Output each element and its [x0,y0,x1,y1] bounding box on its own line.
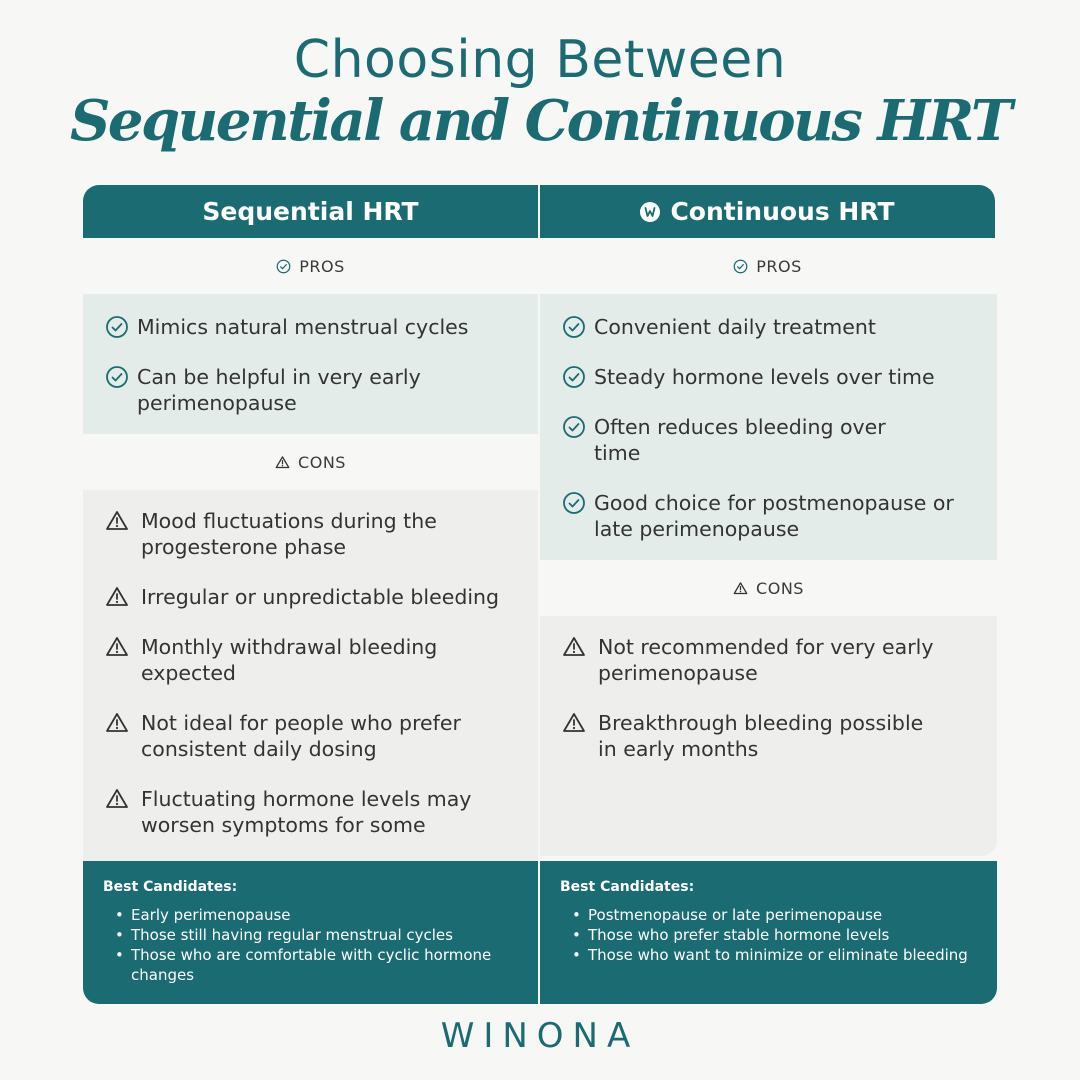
continuous-header-label: Continuous HRT [670,197,895,226]
con-text: Mood fluctuations during the progesterone phase [141,509,437,559]
list-item [105,786,478,838]
warning-triangle-icon [105,787,129,811]
sequential-candidates-panel [83,861,538,1004]
list-item: • Those who want to minimize or eliminate bleeding [572,945,977,965]
page-title-line-1: Choosing Between [293,30,787,90]
list-item [105,584,518,610]
page-title-line-2: Sequential and Continuous HRT [69,88,1011,154]
candidates-list [560,905,977,965]
check-circle-icon [276,259,291,274]
con-text: Breakthrough bleeding possible in early months [598,711,924,761]
continuous-pros-label [540,238,995,294]
warning-triangle-icon [562,635,586,659]
pros-label-text: PROS [756,256,802,276]
list-item [562,710,947,762]
list-item [562,490,977,542]
list-item [105,508,438,560]
list-item [105,364,428,416]
list-item [562,634,937,686]
sequential-cons-panel [83,490,538,861]
check-circle-icon [562,315,586,339]
pro-text: Good choice for postmenopause or late perimenopause [594,491,954,541]
con-text: Monthly withdrawal bleeding expected [141,635,438,685]
con-text: Not recommended for very early perimenopause [598,635,934,685]
sequential-pros-panel [83,294,538,434]
warning-triangle-icon [105,585,129,609]
warning-triangle-icon [562,711,586,735]
continuous-pros-panel [540,294,997,560]
con-text: Fluctuating hormone levels may worsen symptoms for some [141,787,472,837]
winona-logo-icon [640,202,660,222]
list-item: • Those who are comfortable with cyclic hormone changes [115,945,518,985]
con-text: Not ideal for people who prefer consistent daily dosing [141,711,461,761]
list-item: • Those who prefer stable hormone levels [572,925,977,945]
check-circle-icon [105,365,129,389]
list-item [105,314,518,340]
list-item: • Postmenopause or late perimenopause [572,905,977,925]
warning-triangle-icon [105,635,129,659]
warning-triangle-icon [105,711,129,735]
pro-text: Convenient daily treatment [594,315,876,339]
candidates-title: Best Candidates: [560,879,695,895]
check-circle-icon [562,491,586,515]
list-item [562,314,977,340]
list-item: • Those still having regular menstrual cycles [115,925,518,945]
cons-label-text: CONS [756,578,804,598]
list-item [562,414,887,466]
candidates-list [103,905,518,985]
check-circle-icon [562,365,586,389]
sequential-header-label: Sequential HRT [202,197,419,226]
cons-label-text: CONS [298,452,346,472]
pro-text: Can be helpful in very early perimenopause [137,365,421,415]
continuous-candidates-panel [540,861,997,1004]
brand-logo: WINONA [440,1016,640,1056]
list-item [562,364,977,390]
pro-text: Steady hormone levels over time [594,365,935,389]
pro-text: Often reduces bleeding over time [594,415,886,465]
check-circle-icon [562,415,586,439]
continuous-header [540,185,995,238]
warning-triangle-icon [733,581,748,596]
sequential-header [83,185,538,238]
check-circle-icon [733,259,748,274]
sequential-pros-label [83,238,538,294]
sequential-cons-label [83,434,538,490]
warning-triangle-icon [105,509,129,533]
list-item [105,710,478,762]
list-item [105,634,438,686]
check-circle-icon [105,315,129,339]
list-item: • Early perimenopause [115,905,518,925]
continuous-cons-label [540,560,997,616]
warning-triangle-icon [275,455,290,470]
pros-label-text: PROS [299,256,345,276]
pro-text: Mimics natural menstrual cycles [137,315,469,339]
continuous-cons-panel [540,616,997,856]
candidates-title: Best Candidates: [103,879,238,895]
con-text: Irregular or unpredictable bleeding [141,585,500,609]
